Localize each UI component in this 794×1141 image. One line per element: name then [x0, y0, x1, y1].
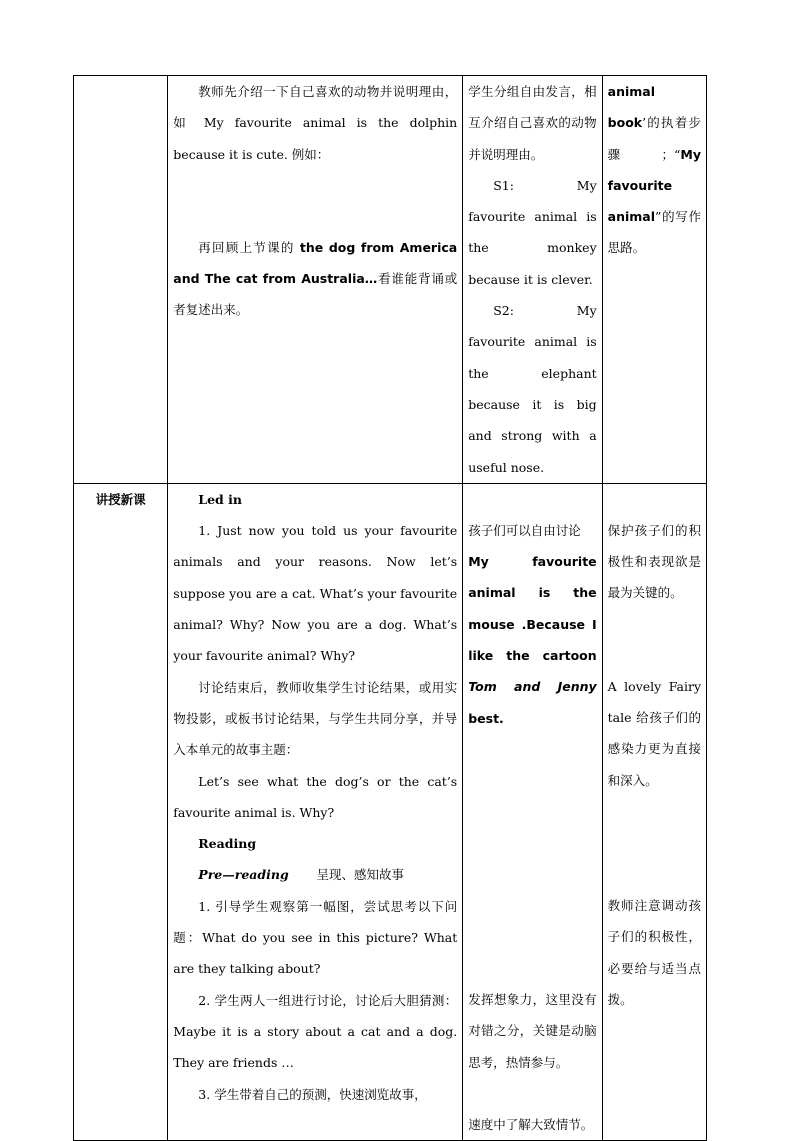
- intent-bold-1: animal book: [607, 84, 656, 131]
- student-example-s1: S1: My favourite animal is the monkey because it is clever.: [468, 177, 597, 287]
- lesson-plan-table: [73, 75, 707, 1141]
- pre-reading-desc: 呈现、感知故事: [316, 867, 405, 883]
- pre-reading-line: [173, 859, 457, 890]
- stage-label: 讲授新课: [95, 491, 146, 507]
- intent-fairy-tale-text: A lovely Fairy tale 给孩子们的感染力更为直接和深入。: [607, 678, 701, 788]
- student-skim-text: 速度中了解大致情节。: [468, 1116, 594, 1132]
- table-row: [74, 76, 707, 484]
- mouse-end: best.: [468, 710, 504, 726]
- reading-heading: Reading: [198, 836, 257, 852]
- mouse-text: My favourite animal is the mouse .Because I like the cartoon: [468, 554, 597, 664]
- teacher-intro-text: 教师先介绍一下自己喜欢的动物并说明理由，如 My favourite animal is the dolphin because it is cute. 例如：: [173, 84, 458, 162]
- discussion-text: 讨论结束后，教师收集学生讨论结果，或用实物投影，或板书讨论结果，与学生共同分享，并导入本单元的故事主题：: [173, 679, 458, 758]
- student-example-mouse: [468, 546, 596, 734]
- pre-reading-label: Pre—reading: [198, 867, 289, 883]
- student-imagine-text: 发挥想象力，这里没有对错之分，关键是动脑思考，热情参与。: [468, 991, 597, 1070]
- student-activity-cell: [463, 76, 602, 484]
- stage-cell: [74, 483, 168, 1140]
- step-3-text: 3. 学生带着自己的预测，快速浏览故事，: [198, 1086, 427, 1102]
- step-2-text: 2. 学生两人一组进行讨论，讨论后大胆猜测：Maybe it is a story about a cat and a dog. They are friends …: [173, 992, 458, 1071]
- stage-cell: [74, 76, 168, 484]
- student-example-s2: S2: My favourite animal is the elephant because it is big and strong with a useful nose.: [468, 303, 597, 475]
- intent-protect-text: 保护孩子们的积极性和表现欲是最为关键的。: [607, 522, 701, 601]
- review-title: the dog from America and The cat from Australia…: [173, 239, 458, 287]
- intent-guide-text: 教师注意调动孩子们的积极性，必要给与适当点拨。: [607, 897, 701, 1007]
- lets-see-text: Let’s see what the dog’s or the cat’s favourite animal is. Why?: [173, 773, 458, 820]
- cartoon-title: Tom and Jenny: [468, 679, 597, 695]
- student-activity-cell: [463, 483, 602, 1140]
- led-in-question: 1. Just now you told us your favourite animals and your reasons. Now let’s suppose you are a cat. What’s your favourite animal? Why? Now you are a dog. What’s your favourite animal? Why?: [173, 523, 458, 664]
- teacher-activity-cell: [168, 483, 463, 1140]
- intent-rest-2: ”的写作思路。: [607, 209, 701, 256]
- design-intent-cell: [602, 483, 706, 1140]
- step-1-text: 1. 引导学生观察第一幅图，尝试思考以下问题：What do you see in this picture? What are they talking about?: [173, 898, 458, 977]
- student-discuss-text: 孩子们可以自由讨论: [468, 522, 581, 538]
- table-row: [74, 483, 707, 1140]
- design-intent-cell: [602, 76, 706, 484]
- teacher-activity-cell: [168, 76, 463, 484]
- intent-rest-1: ’的执着步骤；“: [607, 115, 701, 162]
- student-intro-text: 学生分组自由发言，相互介绍自己喜欢的动物并说明理由。: [468, 84, 597, 162]
- review-prefix: 再回顾上节课的: [198, 239, 300, 255]
- review-suffix: 看谁能背诵或者复述出来。: [173, 271, 458, 318]
- intent-bold-2: My favourite animal: [607, 146, 701, 225]
- intent-text: [608, 76, 701, 264]
- teacher-review-text: [173, 232, 457, 326]
- led-in-heading: Led in: [198, 491, 242, 507]
